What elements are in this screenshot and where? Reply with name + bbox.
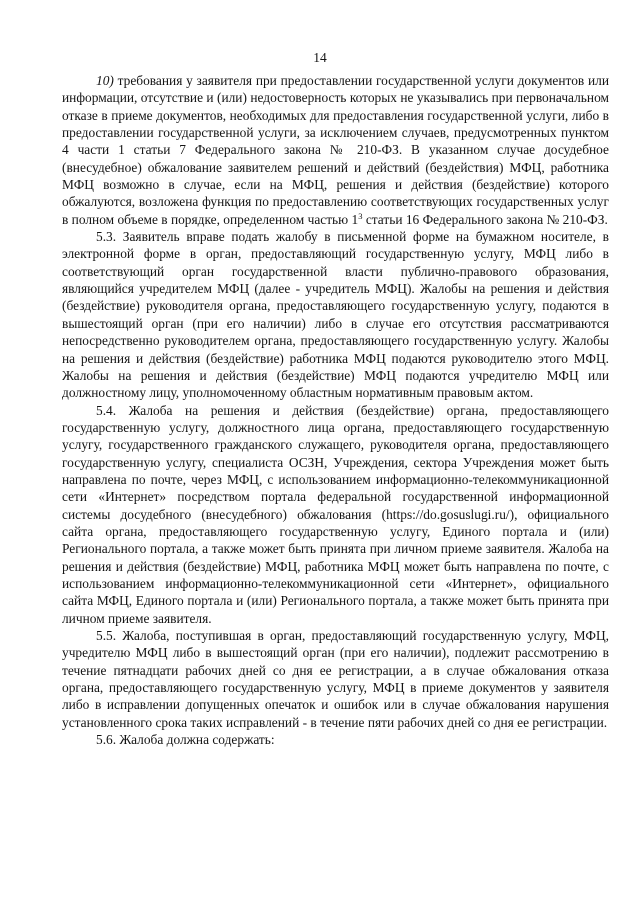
paragraph-item-10	[62, 72, 609, 228]
paragraph-text-tail: статьи 16 Федерального закона № 210-ФЗ.	[362, 211, 608, 227]
superscript: 3	[358, 210, 363, 221]
paragraph-text: требования у заявителя при предоставлении государственной услуги документов или информации, отсутствие и (или) недостоверность которых не указывались при первоначальном отказе в приеме документов, необходимых для предоставления государственной услуги, либо в предоставлении государственной услуги, за исключением случаев, предусмотренных пунктом 4 части 1 статьи 7 Федерального закона № 210-ФЗ. В указанном случае досудебное (внесудебное) обжалование заявителем решений и действий (бездействия) МФЦ, работника МФЦ возможно в случае, если на МФЦ, решения и действия (бездействие) которого обжалуются, возложена функция по предоставлению соответствующих государственных услуг в полном объеме в порядке, определенном частью 1	[62, 73, 609, 227]
paragraph-5-4: 5.4. Жалоба на решения и действия (бездействие) органа, предоставляющего государственную услугу, должностного лица органа, предоставляющего государственную услугу, государственного гражданского служащего, руководителя органа, предоставляющего государственную услугу, специалиста ОСЗН, Учреждения, сектора Учреждения может быть направлена по почте, через МФЦ, с использованием информационно-телекоммуникационной сети «Интернет» посредством портала федеральной государственной информационной системы досудебного (внесудебного) обжалования (https://do.gosuslugi.ru/), официального сайта органа, предоставляющего государственную услугу, Единого портала и (или) Регионального портала, а также может быть принята при личном приеме заявителя. Жалоба на решения и действия (бездействие) МФЦ, работника МФЦ может быть направлена по почте, с использованием информационно-телекоммуникационной сети «Интернет», официального сайта МФЦ, Единого портала и (или) Регионального портала, а также может быть принята при личном приеме заявителя.	[62, 402, 609, 626]
page-number: 14	[313, 50, 327, 65]
item-number: 10)	[96, 73, 114, 88]
paragraph-5-5: 5.5. Жалоба, поступившая в орган, предоставляющий государственную услугу, МФЦ, учредителю МФЦ либо в вышестоящий орган (при его наличии), подлежит рассмотрению в течение пятнадцати рабочих дней со дня ее регистрации, а в случае обжалования отказа органа, предоставляющего государственную услугу, МФЦ в приеме документов у заявителя либо в исправлении допущенных опечаток и ошибок или в случае обжалования нарушения установленного срока таких исправлений - в течение пяти рабочих дней со дня ее регистрации.	[62, 628, 609, 730]
paragraph-5-6: 5.6. Жалоба должна содержать:	[96, 732, 275, 748]
paragraph-5-3: 5.3. Заявитель вправе подать жалобу в письменной форме на бумажном носителе, в электронной форме в орган, предоставляющий государственную услугу, МФЦ либо в соответствующий орган государственной власти публично-правового образования, являющийся учредителем МФЦ (далее - учредитель МФЦ). Жалобы на решения и действия (бездействие) руководителя органа, предоставляющего государственную услугу, подаются в вышестоящий орган (при его наличии) либо в случае его отсутствия рассматриваются непосредственно руководителем органа, предоставляющего государственную услугу. Жалобы на решения и действия (бездействие) работника МФЦ подаются руководителю этого МФЦ. Жалобы на решения и действия (бездействие) МФЦ подаются учредителю МФЦ или должностному лицу, уполномоченному областным нормативным правовым актом.	[62, 229, 609, 401]
document-body	[62, 72, 609, 748]
